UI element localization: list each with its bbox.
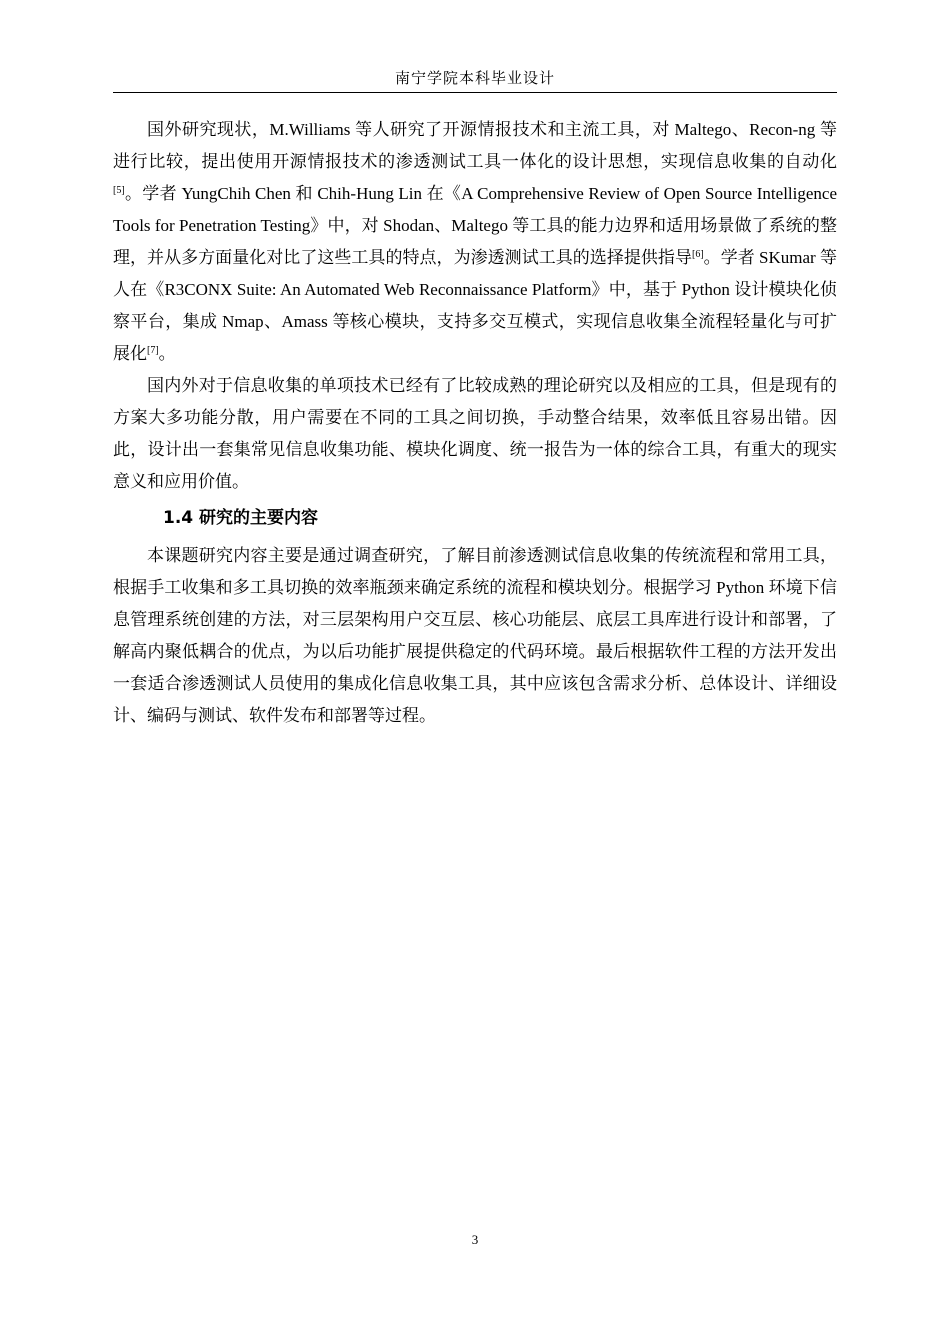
paragraph-foreign-research <box>113 114 837 370</box>
section-title: 研究的主要内容 <box>199 508 319 528</box>
running-header: 南宁学院本科毕业设计 <box>394 69 555 87</box>
paragraph-text: 。学者 YungChih Chen 和 Chih-Hung Lin 在《A Comprehensive Review of Open Source Intelligence Tools for Penetration Testing》中，对 Shodan、Maltego 等工具的能力边界和适用场景做了系统的整理，并从多方面量化对比了这些工具的特点，为渗透测试工具的选择提供指导 <box>113 184 837 267</box>
citation-ref: [7] <box>147 345 159 356</box>
paragraph-summary: 国内外对于信息收集的单项技术已经有了比较成熟的理论研究以及相应的工具，但是现有的方案大多功能分散，用户需要在不同的工具之间切换，手动整合结果，效率低且容易出错。因此，设计出一套集常见信息收集功能、模块化调度、统一报告为一体的综合工具，有重大的现实意义和应用价值。 <box>113 376 837 491</box>
header-rule <box>113 92 837 93</box>
body-text <box>113 114 837 732</box>
paragraph-main-content: 本课题研究内容主要是通过调查研究，了解目前渗透测试信息收集的传统流程和常用工具，根据手工收集和多工具切换的效率瓶颈来确定系统的流程和模块划分。根据学习 Python 环境下信息管理系统创建的方法，对三层架构用户交互层、核心功能层、底层工具库进行设计和部署，了解高内聚低耦合的优点，为以后功能扩展提供稳定的代码环境。最后根据软件工程的方法开发出一套适合渗透测试人员使用的集成化信息收集工具，其中应该包含需求分析、总体设计、详细设计、编码与测试、软件发布和部署等过程。 <box>113 546 837 725</box>
section-number: 1.4 <box>163 508 194 528</box>
paragraph-text: 国外研究现状，M.Williams 等人研究了开源情报技术和主流工具，对 Maltego、Recon-ng 等进行比较，提出使用开源情报技术的渗透测试工具一体化的设计思想，实现信息收集的自动化 <box>113 120 837 171</box>
citation-ref: [6] <box>691 249 704 260</box>
section-heading <box>113 502 837 534</box>
paragraph-text: 。 <box>158 344 176 363</box>
paragraph-text: 。学者 SKumar 等人在《R3CONX Suite: An Automated Web Reconnaissance Platform》中，基于 Python 设计模块化侦察平台，集成 Nmap、Amass 等核心模块，支持多交互模式，实现信息收集全流程轻量化与可扩展化 <box>113 248 837 363</box>
page-number: 3 <box>471 1232 479 1247</box>
citation-ref: [5] <box>113 185 125 196</box>
